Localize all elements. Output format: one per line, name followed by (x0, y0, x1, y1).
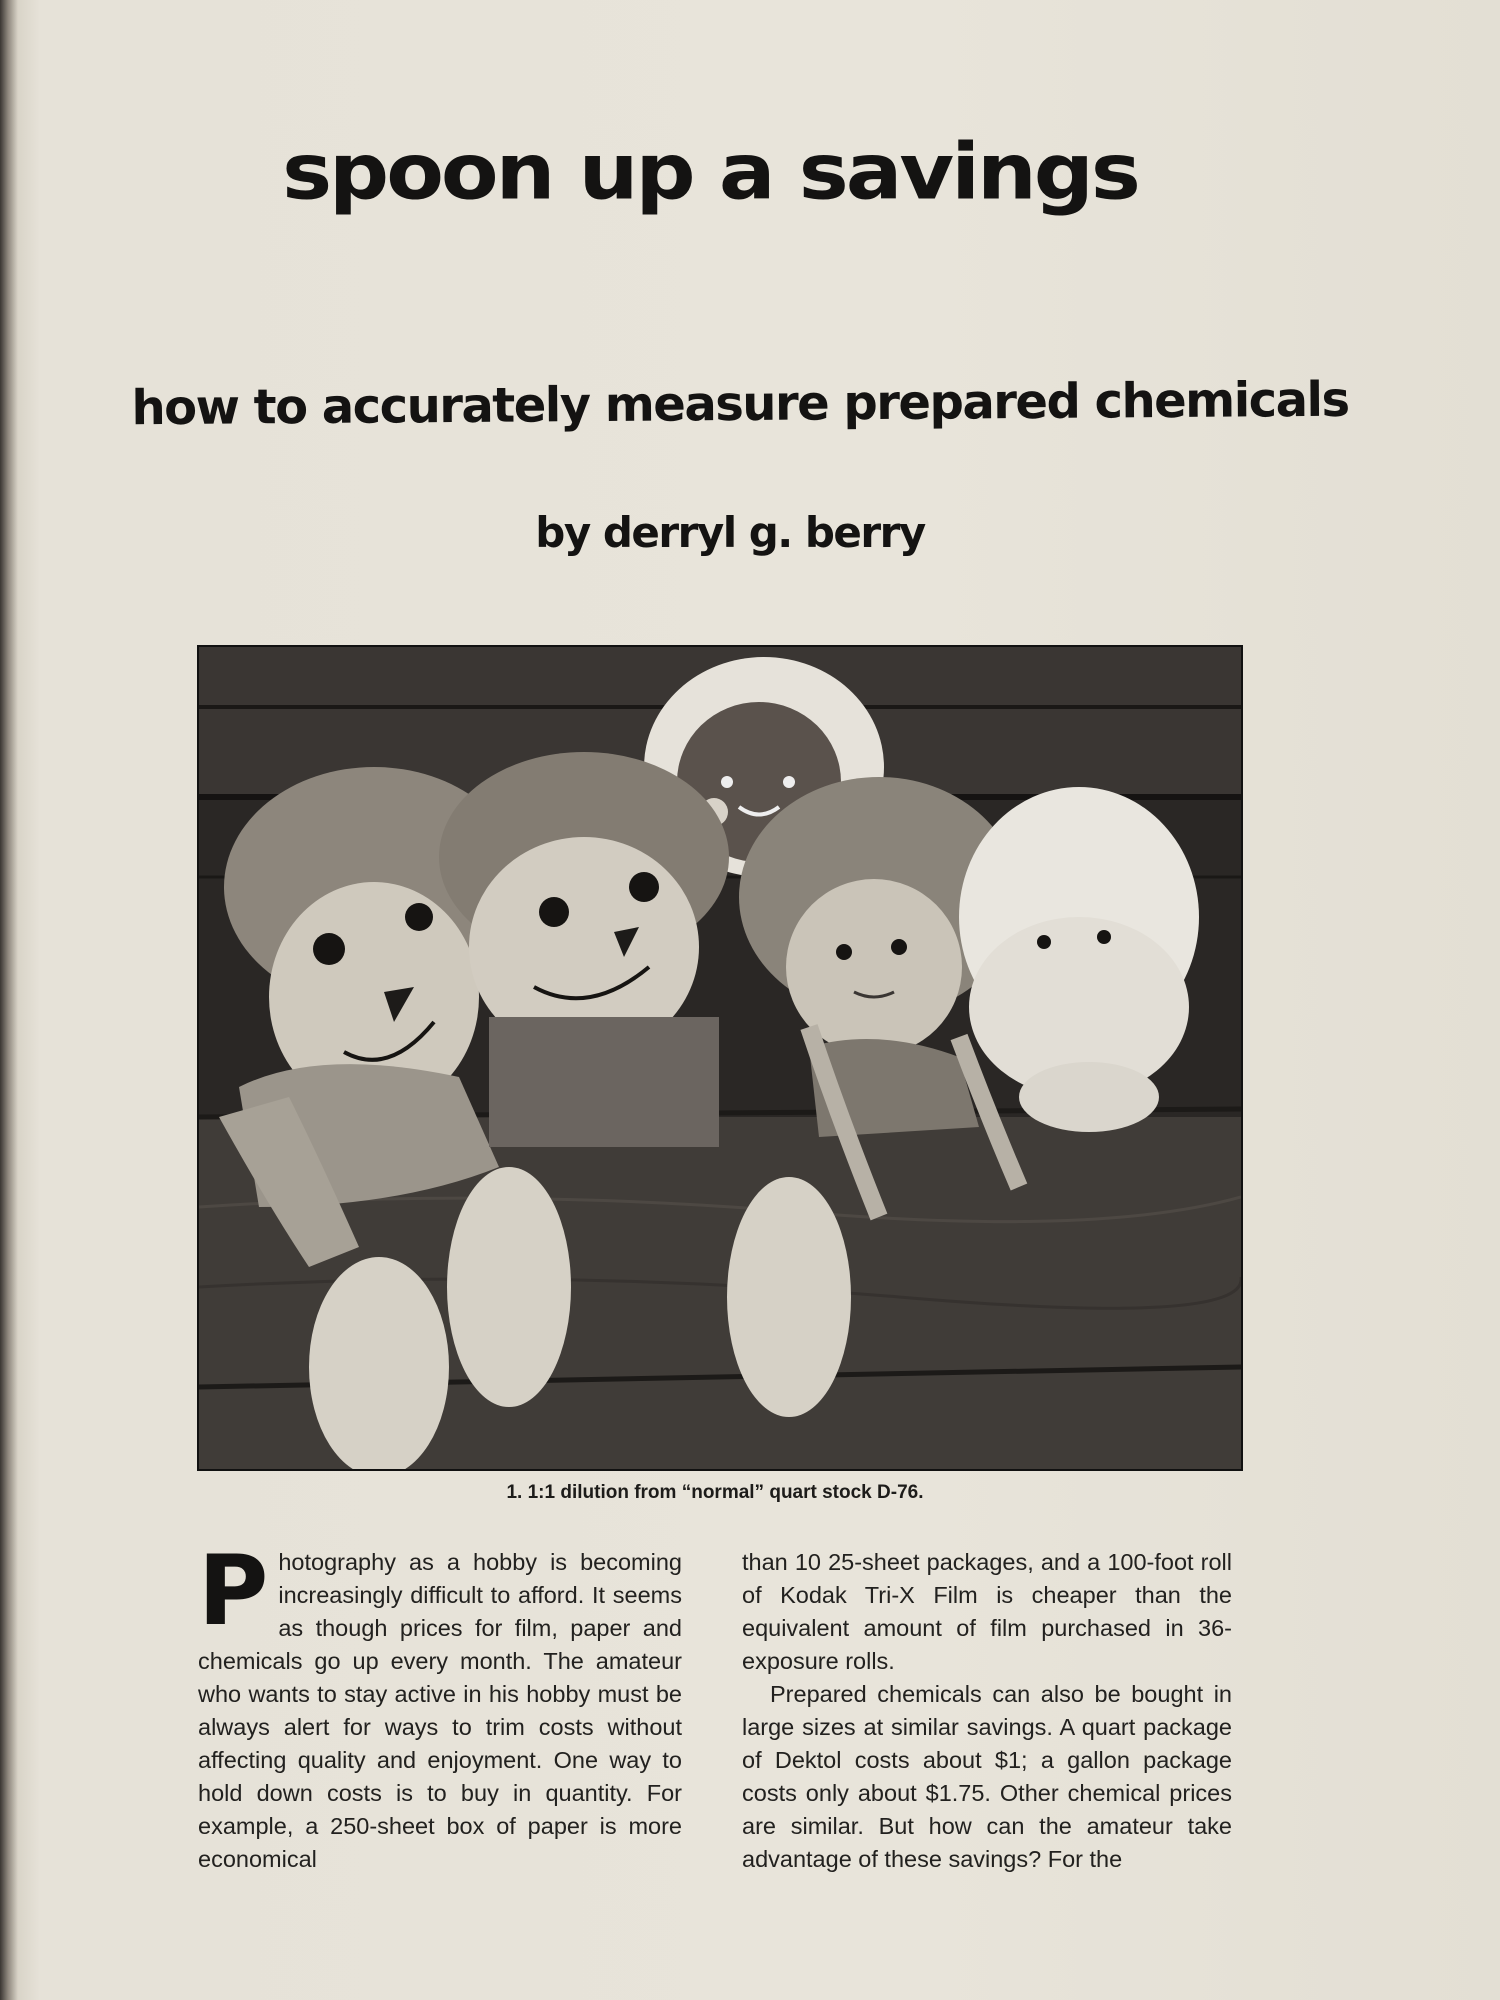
figure-caption: 1. 1:1 dilution from “normal” quart stock D-76. (506, 1482, 924, 1503)
text-column-right (742, 1546, 1232, 1876)
body-paragraph-1-text: hotography as a hobby is becoming increasingly difficult to afford. It seems as though prices for film, paper and chemicals go up every month. The amateur who wants to stay active in his hobby must be always alert for ways to trim costs without affecting quality and enjoyment. One way to hold down costs is to buy in quantity. For example, a 250-sheet box of paper is more economical (198, 1549, 682, 1872)
article-title: spoon up a savings (282, 126, 1138, 218)
dolls-photo (197, 645, 1243, 1471)
article-byline: by derryl g. berry (535, 508, 925, 557)
body-paragraph-1 (198, 1535, 682, 1876)
text-column-left (198, 1535, 682, 1876)
body-paragraph-2: than 10 25-sheet packages, and a 100-foot roll of Kodak Tri-X Film is cheaper than the equivalent amount of film purchased in 36-exposure rolls. (742, 1549, 1232, 1674)
body-paragraph-3: Prepared chemicals can also be bought in large sizes at similar savings. A quart package of Dektol costs about $1; a gallon package costs only about $1.75. Other chemical prices are similar. But how can the amateur take advantage of these savings? For the (742, 1681, 1232, 1872)
dolls-photo-illustration (199, 647, 1241, 1469)
drop-cap: P (198, 1535, 269, 1647)
article-subtitle: how to accurately measure prepared chemicals (131, 371, 1349, 437)
